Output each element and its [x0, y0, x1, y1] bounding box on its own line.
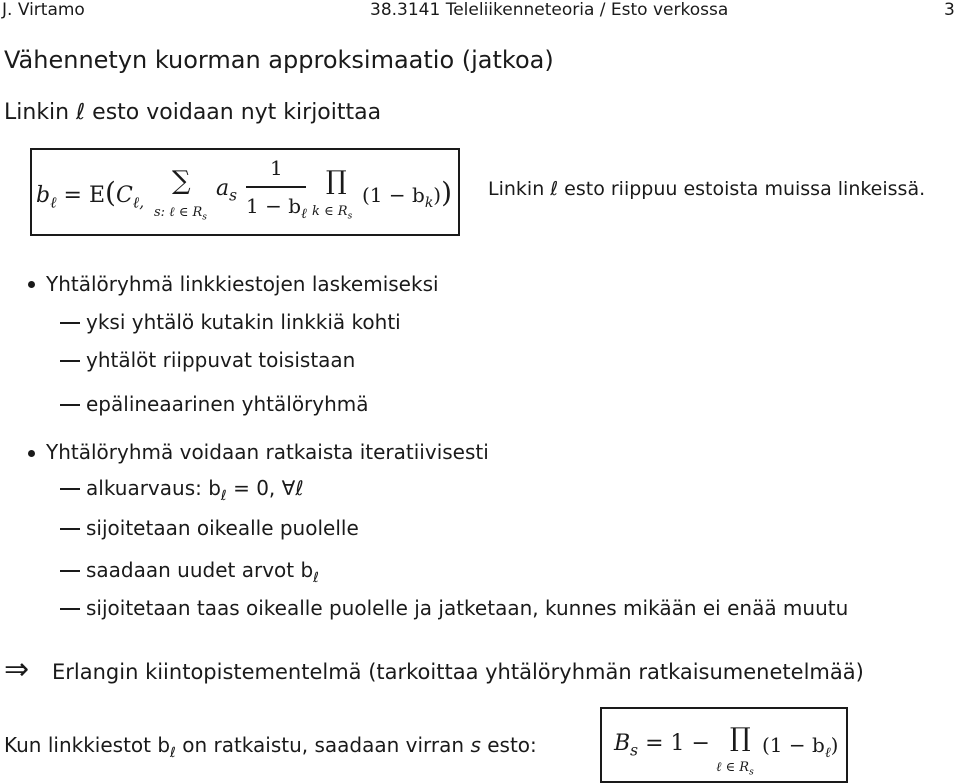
implies-arrow-icon: ⇒ — [4, 652, 30, 687]
dash-marker — [60, 608, 80, 610]
result-lhs: $B_s = 1$ − — [614, 731, 710, 760]
bullet-text: Yhtälöryhmä linkkiestojen laskemiseksi — [46, 272, 439, 296]
equation-box — [30, 148, 460, 236]
result-box — [600, 707, 848, 783]
dash-marker — [60, 322, 80, 324]
dash-marker — [60, 570, 80, 572]
equation-lhs: $b_\ell = E(C_{\ell,}$ — [36, 176, 145, 212]
header-author: J. Virtamo — [2, 0, 85, 20]
bullet-dot — [28, 450, 35, 457]
conclusion-text: Erlangin kiintopistementelmä (tarkoittaa yhtälöryhmän ratkaisumenetelmää) — [52, 660, 864, 684]
product-index: ℓ ∈ $R_s$ — [716, 760, 754, 778]
product-term: $(1 - b_k)$) — [362, 176, 453, 211]
header-page-number: 3 — [944, 0, 955, 20]
list-item: alkuarvaus: $b_\ell = 0$, ∀ℓ — [86, 476, 304, 504]
list-item: yhtälöt riippuvat toisistaan — [86, 348, 356, 372]
header-course: 38.3141 Teleliikenneteoria / Esto verkossa — [370, 0, 729, 20]
list-item: sijoitetaan oikealle puolelle — [86, 516, 359, 540]
note-text: Linkin ℓ esto riippuu estoista muissa linkeissä. — [488, 178, 926, 200]
bullet-dot — [28, 281, 35, 288]
dash-marker — [60, 404, 80, 406]
dash-marker — [60, 528, 80, 530]
list-item: saadaan uudet arvot $b_\ell$ — [86, 558, 319, 586]
fraction-denominator: $1 - b_\ell$ — [246, 194, 307, 222]
equation-a: $a_s$ — [216, 176, 238, 205]
list-item: epälineaarinen yhtälöryhmä — [86, 392, 369, 416]
list-item: sijoitetaan taas oikealle puolelle ja jatketaan, kunnes mikään ei enää muutu — [86, 596, 849, 620]
fraction-numerator: 1 — [270, 156, 283, 180]
sum-index: s: ℓ ∈ $R_s$ — [154, 205, 207, 223]
list-item: yksi yhtälö kutakin linkkiä kohti — [86, 310, 401, 334]
dash-marker — [60, 360, 80, 362]
dash-marker — [60, 488, 80, 490]
final-text: Kun linkkiestot $b_\ell$ on ratkaistu, saadaan virran s esto: — [4, 733, 537, 761]
sum-symbol: ∑ — [172, 166, 191, 196]
page-title: Vähennetyn kuorman approksimaatio (jatkoa) — [4, 46, 554, 74]
bullet-text: Yhtälöryhmä voidaan ratkaista iteratiivisesti — [46, 440, 489, 464]
intro-text: Linkin ℓ esto voidaan nyt kirjoittaa — [4, 100, 382, 125]
product-term: $(1 - b_\ell)$ — [762, 733, 839, 761]
fraction-bar — [246, 186, 306, 188]
product-symbol: ∏ — [326, 166, 347, 196]
product-symbol: ∏ — [730, 723, 751, 753]
product-index: k ∈ $R_s$ — [312, 204, 353, 222]
